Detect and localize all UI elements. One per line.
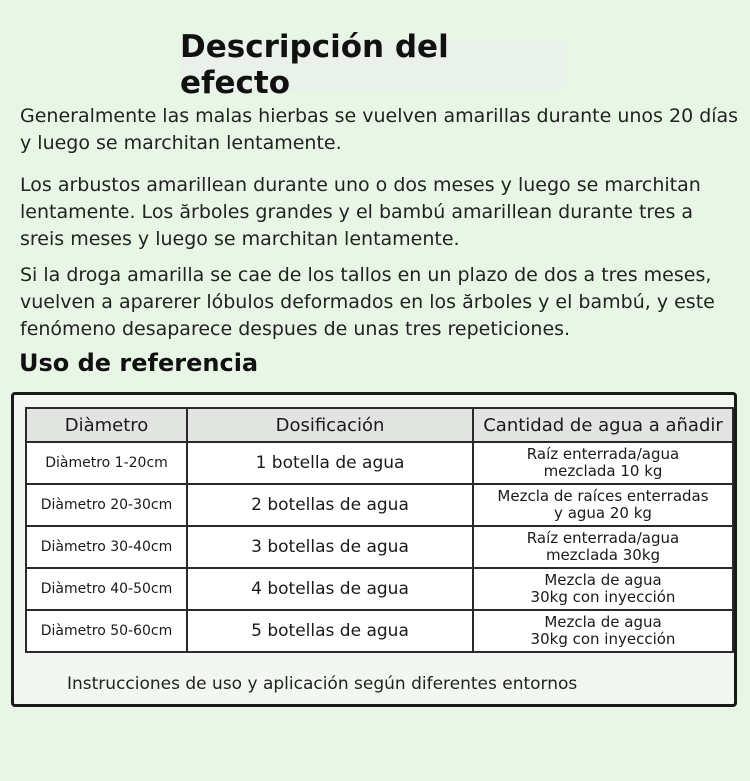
cell-water-line-1: Raíz enterrada/agua: [526, 529, 680, 547]
cell-water: [473, 610, 733, 652]
paragraph-weeds: Generalmente las malas hierbas se vuelven amarillas durante unos 20 días y luego se marchitan lentamente.: [20, 105, 739, 154]
cell-water-line-2: 30kg con inyección: [530, 588, 676, 606]
cell-dosage: 5 botellas de agua: [187, 610, 473, 652]
cell-water-line-1: Raíz enterrada/agua: [526, 445, 680, 463]
table-row: [26, 442, 733, 484]
cell-water-line-2: 30kg con inyección: [530, 630, 676, 648]
cell-dosage: 1 botella de agua: [187, 442, 473, 484]
table-row: [26, 568, 733, 610]
header-diameter: Diàmetro: [26, 408, 187, 442]
cell-dosage: 2 botellas de agua: [187, 484, 473, 526]
cell-water-line-2: y agua 20 kg: [554, 504, 652, 522]
page-title: Descripción del efecto: [180, 40, 566, 90]
header-dosage: Dosificación: [187, 408, 473, 442]
reference-table: [25, 407, 734, 653]
cell-water: [473, 568, 733, 610]
reference-box: [11, 392, 737, 707]
paragraph-regrowth: Si la droga amarilla se cae de los tallos en un plazo de dos a tres meses, vuelven a aparerer lóbulos deformados en los ărboles y el bambú, y este fenómeno desaparece despues de unas tres repeticiones.: [20, 264, 715, 340]
table-header-row: [26, 408, 733, 442]
cell-diameter: Diàmetro 50-60cm: [26, 610, 187, 652]
cell-water: [473, 442, 733, 484]
cell-water-line-2: mezclada 10 kg: [543, 462, 663, 480]
cell-diameter: Diàmetro 30-40cm: [26, 526, 187, 568]
table-row: [26, 610, 733, 652]
cell-water: [473, 526, 733, 568]
cell-dosage: 4 botellas de agua: [187, 568, 473, 610]
header-water-amount: Cantidad de agua a añadir: [473, 408, 733, 442]
cell-dosage: 3 botellas de agua: [187, 526, 473, 568]
table-row: [26, 526, 733, 568]
cell-water-line-1: Mezcla de agua: [544, 613, 662, 631]
table-row: [26, 484, 733, 526]
cell-water: [473, 484, 733, 526]
cell-water-line-1: Mezcla de agua: [544, 571, 662, 589]
cell-diameter: Diàmetro 20-30cm: [26, 484, 187, 526]
paragraph-shrubs-trees: Los arbustos amarillean durante uno o dos meses y luego se marchitan lentamente. Los ărboles grandes y el bambú amarillean durante tres a sreis meses y luego se marchitan lentamente.: [20, 174, 701, 250]
footer-note: Instrucciones de uso y aplicación según diferentes entornos: [67, 674, 578, 694]
cell-diameter: Diàmetro 40-50cm: [26, 568, 187, 610]
cell-water-line-2: mezclada 30kg: [545, 546, 661, 564]
section-heading: Uso de referencia: [19, 349, 259, 377]
cell-diameter: Diàmetro 1-20cm: [26, 442, 187, 484]
cell-water-line-1: Mezcla de raíces enterradas: [497, 487, 709, 505]
